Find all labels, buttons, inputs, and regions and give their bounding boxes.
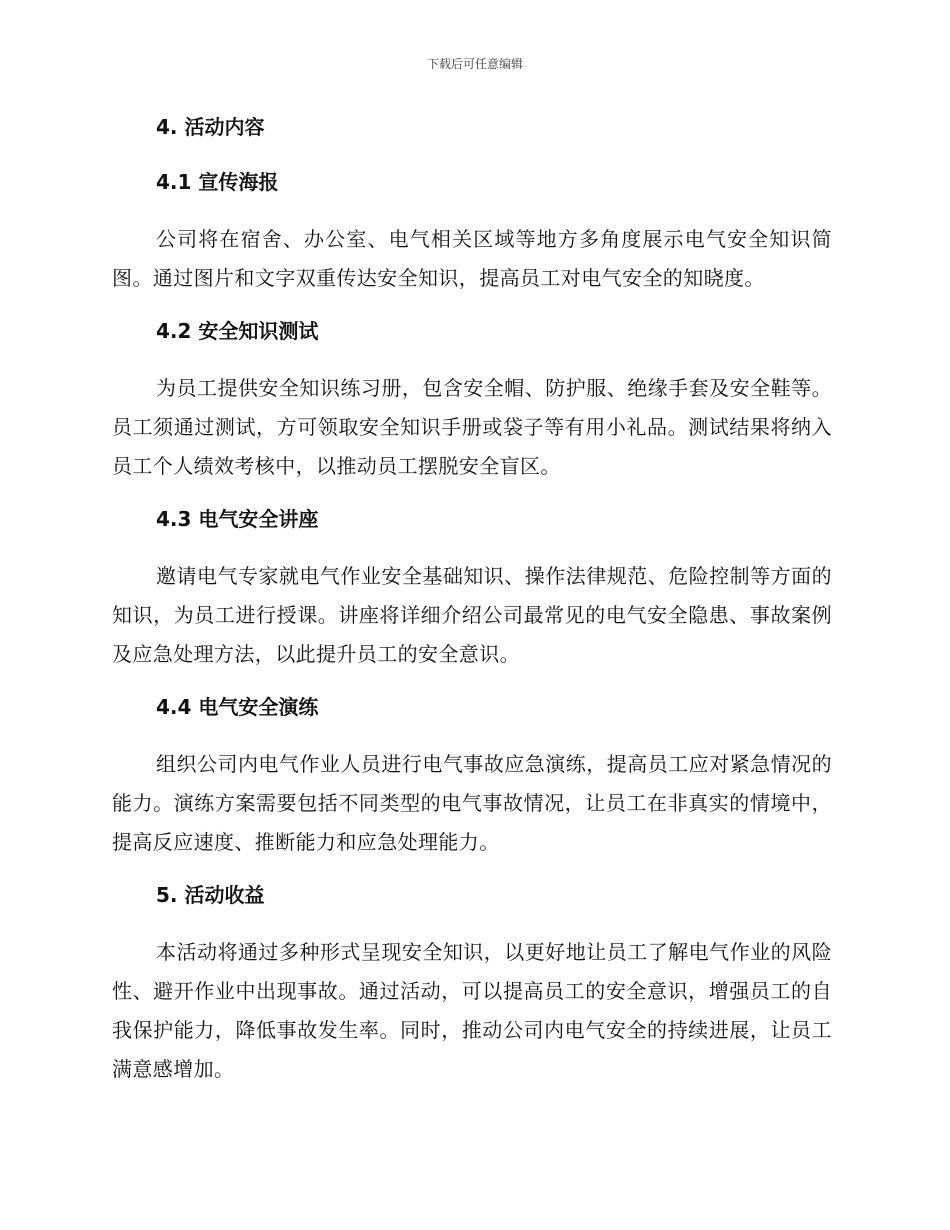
paragraph-drill: 组织公司内电气作业人员进行电气事故应急演练，提高员工应对紧急情况的能力。演练方案需要包括不同类型的电气事故情况，让员工在非真实的情境中，提高反应速度、推断能力和应急处理能力。 (112, 752, 832, 854)
section-heading-poster: 4.1 宣传海报 (156, 170, 279, 194)
section-heading-knowledge-test: 4.2 安全知识测试 (156, 319, 319, 343)
paragraph-poster: 公司将在宿舍、办公室、电气相关区域等地方多角度展示电气安全知识简图。通过图片和文字双重传达安全知识，提高员工对电气安全的知晓度。 (112, 227, 832, 290)
section-heading-drill: 4.4 电气安全演练 (156, 695, 319, 719)
section-heading-activity-content: 4. 活动内容 (156, 115, 265, 139)
paragraph-benefits: 本活动将通过多种形式呈现安全知识，以更好地让员工了解电气作业的风险性、避开作业中出现事故。通过活动，可以提高员工的安全意识，增强员工的自我保护能力，降低事故发生率。同时，推动公司内电气安全的持续进展，让员工满意感增加。 (112, 940, 832, 1081)
paragraph-knowledge-test: 为员工提供安全知识练习册，包含安全帽、防护服、绝缘手套及安全鞋等。员工须通过测试，方可领取安全知识手册或袋子等有用小礼品。测试结果将纳入员工个人绩效考核中，以推动员工摆脱安全盲区。 (112, 376, 832, 478)
header-note: 下载后可任意编辑 (426, 57, 523, 71)
section-heading-lecture: 4.3 电气安全讲座 (156, 507, 319, 531)
paragraph-lecture: 邀请电气专家就电气作业安全基础知识、操作法律规范、危险控制等方面的知识，为员工进行授课。讲座将详细介绍公司最常见的电气安全隐患、事故案例及应急处理方法，以此提升员工的安全意识。 (112, 564, 832, 666)
document-body (112, 110, 832, 1105)
section-heading-benefits: 5. 活动收益 (156, 883, 265, 907)
